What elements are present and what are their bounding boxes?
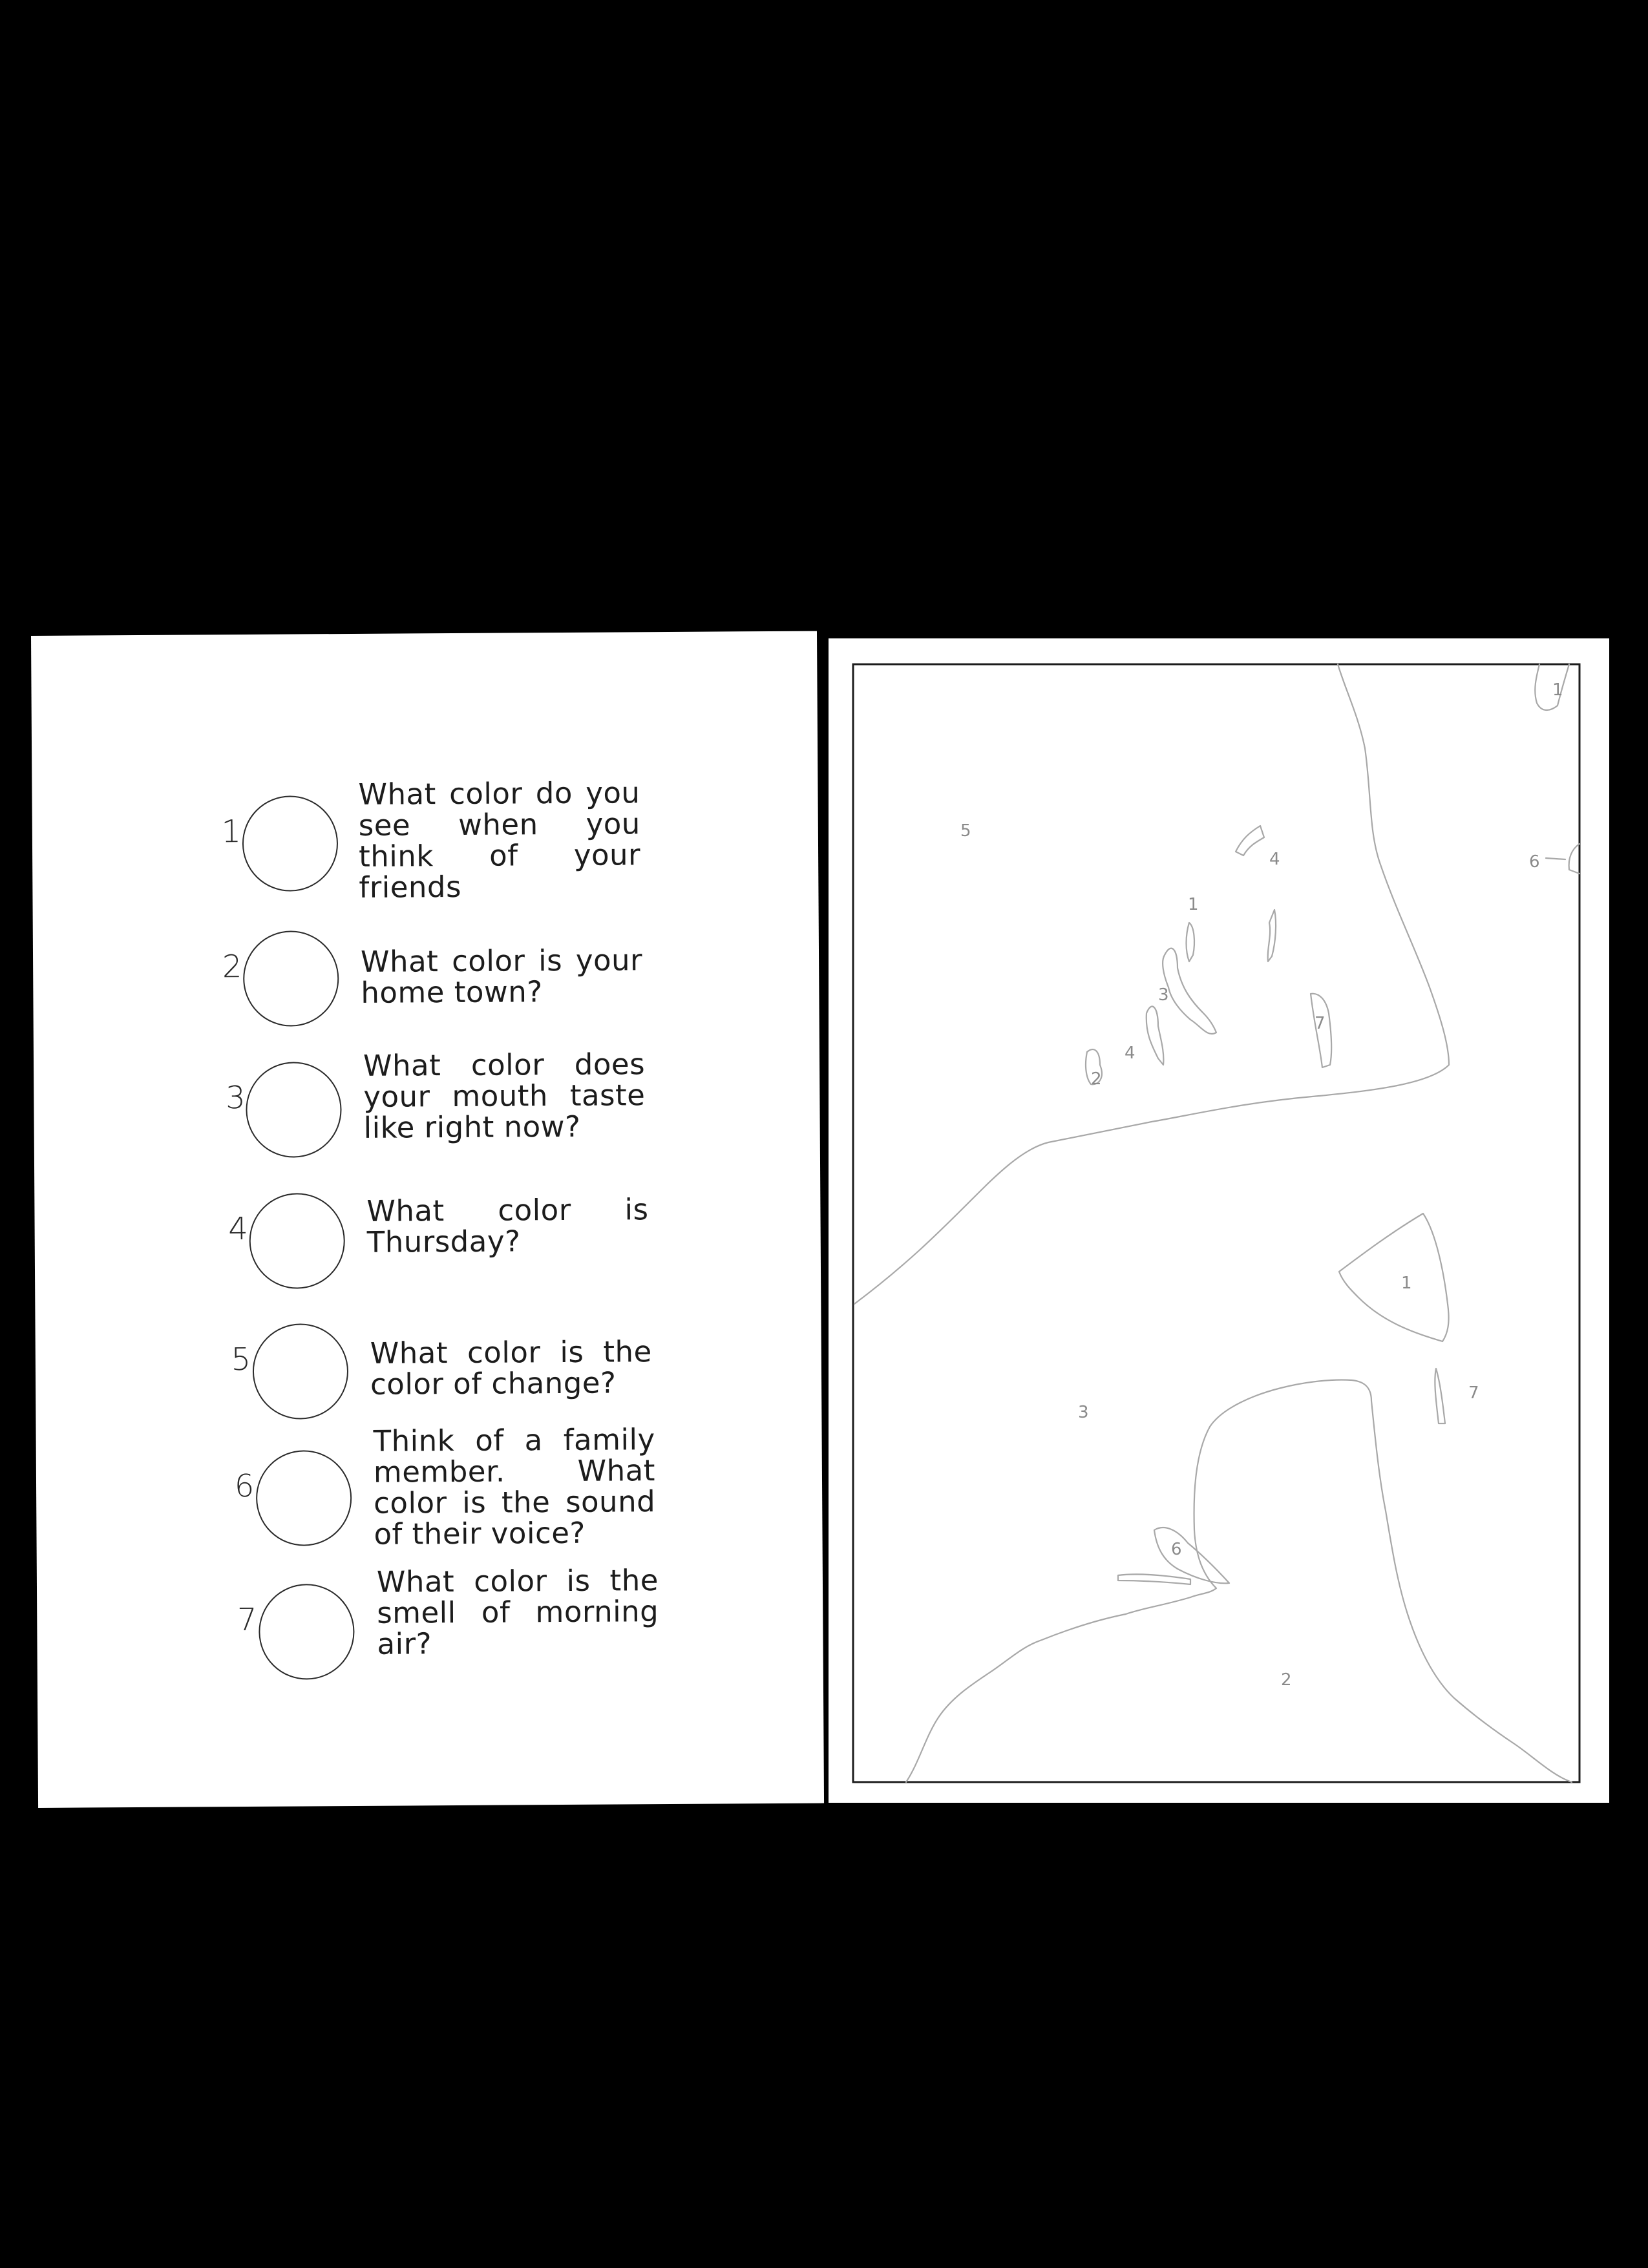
region-label: 2: [1091, 1069, 1102, 1089]
edge-shape-6: [1569, 844, 1579, 874]
question-row-1: [32, 775, 818, 905]
question-text: What color is your home town?: [360, 943, 643, 1010]
question-text: What color is the color of change?: [370, 1334, 652, 1402]
question-number: 7: [237, 1601, 257, 1639]
question-row-5: [35, 1305, 821, 1402]
island-shape-6-tail: [1118, 1574, 1190, 1584]
question-text: What color do you see when you think of your friends: [358, 775, 641, 905]
island-shape-6: [1154, 1528, 1229, 1583]
region-label: 6: [1529, 852, 1540, 872]
color-circle-6[interactable]: [256, 1450, 352, 1546]
region-label: 1: [1188, 895, 1199, 914]
question-text: What color is the smell of morning air?: [376, 1563, 659, 1661]
color-circle-2[interactable]: [243, 930, 339, 1027]
region-label: 7: [1315, 1014, 1326, 1033]
map-card: [829, 638, 1609, 1803]
color-circle-1[interactable]: [242, 795, 339, 892]
map-drawing: [829, 638, 1609, 1803]
coastline-upper: [854, 664, 1449, 1304]
question-row-7: [37, 1563, 823, 1661]
region-label: 6: [1171, 1540, 1182, 1559]
region-label: 1: [1401, 1274, 1412, 1293]
question-number: 1: [221, 814, 242, 850]
question-row-2: [33, 912, 819, 1010]
question-number: 6: [234, 1467, 255, 1505]
question-text: What color is Thursday?: [366, 1192, 649, 1259]
island-shape-4a: [1236, 826, 1264, 856]
question-number: 4: [228, 1210, 249, 1248]
island-shape-4c: [1146, 1007, 1164, 1065]
region-label: 7: [1468, 1383, 1479, 1403]
island-shape-1: [1187, 923, 1195, 961]
region-label: 5: [960, 821, 971, 841]
question-text: Think of a family member. What color is the sound of their voice?: [373, 1422, 656, 1551]
color-circle-4[interactable]: [249, 1193, 345, 1289]
region-label: 4: [1125, 1044, 1136, 1063]
question-row-6: [36, 1422, 822, 1551]
sliver-shape-7: [1435, 1369, 1445, 1423]
region-label: 1: [1552, 680, 1563, 700]
color-circle-3[interactable]: [246, 1062, 342, 1158]
question-card: [31, 631, 824, 1808]
question-text: What color does your mouth taste like right now?: [363, 1047, 646, 1145]
coastline-lower: [906, 1380, 1572, 1783]
color-circle-5[interactable]: [253, 1323, 349, 1420]
triangle-island-1: [1339, 1213, 1449, 1341]
region-label: 4: [1269, 850, 1280, 869]
color-circle-7[interactable]: [259, 1584, 355, 1680]
island-shape-4b: [1268, 910, 1276, 961]
question-row-3: [34, 1043, 819, 1145]
question-row-4: [34, 1174, 820, 1259]
question-number: 2: [222, 949, 242, 985]
question-number: 3: [225, 1079, 246, 1117]
region-label: 3: [1158, 985, 1169, 1005]
region-label: 3: [1078, 1403, 1089, 1422]
region-label: 2: [1281, 1670, 1292, 1690]
question-number: 5: [231, 1341, 251, 1378]
